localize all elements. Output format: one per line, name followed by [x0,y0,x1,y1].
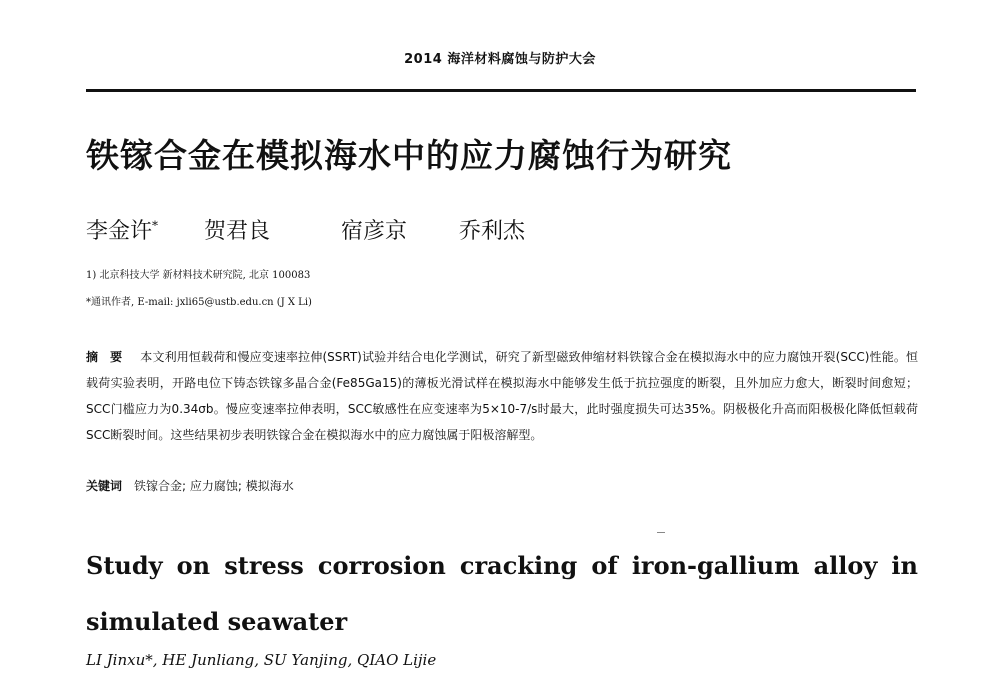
author-list-en: LI Jinxu*, HE Junliang, SU Yanjing, QIAO Lijie [86,651,437,669]
header-rule [86,89,916,92]
author-name: 李金许 [86,219,153,244]
conference-header: 2014 海洋材料腐蚀与防护大会 [404,52,596,67]
keywords-label: 关键词 [86,479,123,493]
keywords-text: 铁镓合金; 应力腐蚀; 模拟海水 [134,479,294,493]
author-name: 贺君良 [204,219,271,244]
paper-title-zh: 铁镓合金在模拟海水中的应力腐蚀行为研究 [86,136,732,175]
keywords [86,477,918,494]
abstract-text: 本文利用恒载荷和慢应变速率拉伸(SSRT)试验并结合电化学测试，研究了新型磁致伸缩材料铁镓合金在模拟海水中的应力腐蚀开裂(SCC)性能。恒载荷实验表明，开路电位下铸态铁镓多晶合金(Fe85Ga15)的薄板光滑试样在模拟海水中能够发生低于抗拉强度的断裂，且外加应力愈大，断裂时间愈短；SCC门槛应力为0.34σb。慢应变速率拉伸表明，SCC敏感性在应变速率为5×10-7/s时最大，此时强度损失可达35%。阴极极化升高而阳极极化降低恒载荷SCC断裂时间。这些结果初步表明铁镓合金在模拟海水中的应力腐蚀属于阳极溶解型。 [86,350,918,442]
author-zh [86,214,158,245]
abstract-label: 摘要 [86,350,135,364]
abstract [86,344,918,448]
correspondence-email: *通讯作者, E-mail: jxli65@ustb.edu.cn (J X Li) [86,297,312,308]
author-zh [204,214,270,245]
affiliation: 1) 北京科技大学 新材料技术研究院, 北京 100083 [86,270,311,281]
paper-title-en: Study on stress corrosion cracking of iron-gallium alloy in simulated seawater [86,551,918,636]
author-zh [459,214,525,245]
corresponding-mark: * [152,218,159,233]
author-name: 宿彦京 [341,219,408,244]
author-name: 乔利杰 [459,219,526,244]
scan-artifact [657,532,665,533]
author-zh [341,214,407,245]
